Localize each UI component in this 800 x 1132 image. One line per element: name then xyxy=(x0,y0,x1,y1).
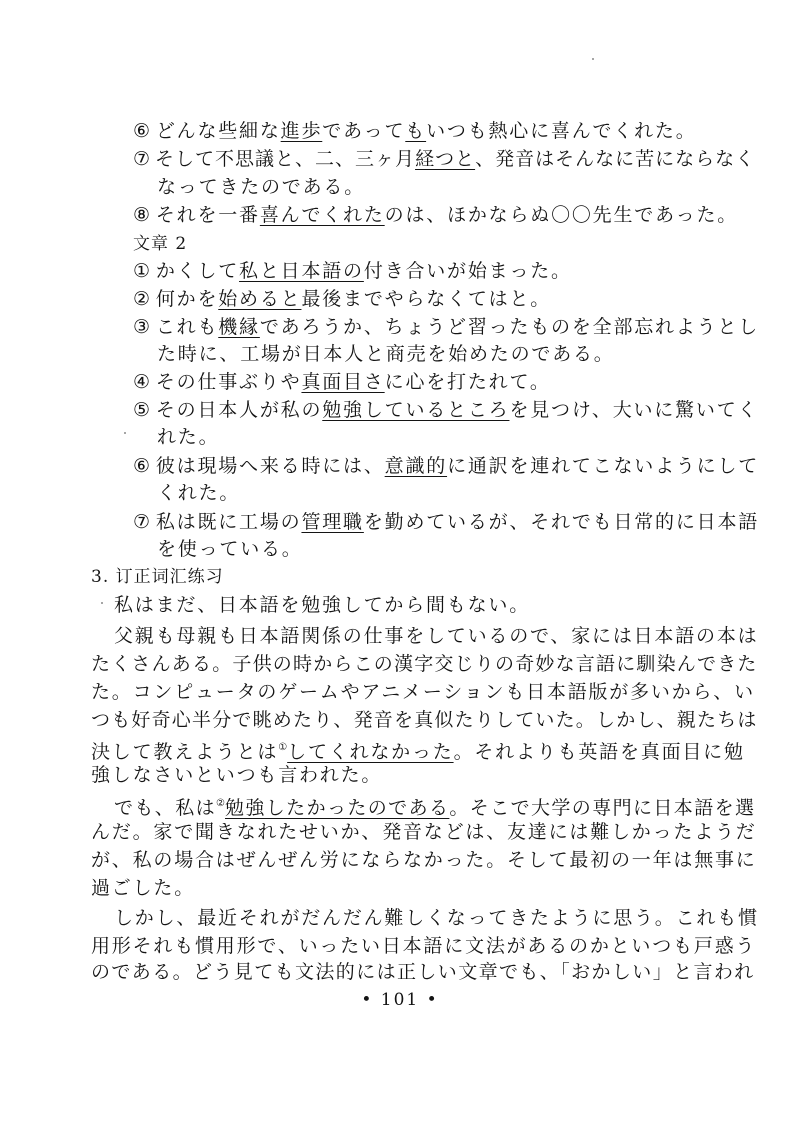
item-line: ⑦ そして不思議と、二、三ヶ月経つと、発音はそんなに苦にならなく xyxy=(133,148,756,170)
paragraph-line: 父親も母親も日本語関係の仕事をしているので、家には日本語の本は xyxy=(114,625,759,647)
paragraph-line: しかし、最近それがだんだん難しくなってきたように思う。これも慣 xyxy=(114,907,759,929)
item-line: なってきたのである。 xyxy=(157,176,366,198)
item-line: ⑥ 彼は現場へ来る時には、意識的に通訳を連れてこないようにして xyxy=(133,455,760,477)
paragraph-line: た。コンピュータのゲームやアニメーションも日本語版が多いから、い xyxy=(91,681,755,703)
item-line: ① かくして私と日本語の付き合いが始まった。 xyxy=(133,260,572,282)
item-number: ⑦ xyxy=(133,511,152,533)
paragraph-line: 決して教えようとは①してくれなかった。それよりも英語を真面目に勉 xyxy=(91,741,745,763)
paragraph-line: 強しなさいといつも言われた。 xyxy=(91,764,383,786)
item-line: ⑤ その日本人が私の勉強しているところを見つけ、大いに驚いてく xyxy=(133,399,759,421)
item-number: ① xyxy=(133,260,152,282)
paragraph-line: んだ。家で聞きなれたせいか、発音などは、友達には難しかったようだ xyxy=(91,821,757,843)
paragraph-line: のである。どう見ても文法的には正しい文章でも、「おかしい」と言われ xyxy=(91,961,755,983)
item-line: た時に、工場が日本人と商売を始めたのである。 xyxy=(157,343,615,365)
footnote-ref-2: ② xyxy=(216,798,225,809)
item-line: ⑦ 私は既に工場の管理職を勤めているが、それでも日常的に日本語 xyxy=(133,511,760,533)
page-number: • 101 • xyxy=(361,990,439,1010)
paragraph-line: 過ごした。 xyxy=(91,877,196,899)
item-number: ④ xyxy=(133,371,152,393)
item-number: ⑦ xyxy=(133,148,152,170)
section2-title: 文章 2 xyxy=(133,234,188,254)
paragraph-line: が、私の場合はぜんぜん労にならなかった。そして最初の一年は無事に xyxy=(91,849,757,871)
footnote-ref-1: ① xyxy=(278,742,288,753)
item-number: ⑤ xyxy=(133,399,152,421)
item-number: ② xyxy=(133,288,152,310)
scan-speck xyxy=(124,432,126,434)
item-line: ② 何かを始めると最後までやらなくてはと。 xyxy=(133,288,552,310)
paragraph-line: でも、私は②勉強したかったのである。そこで大学の専門に日本語を選 xyxy=(114,797,756,819)
scan-speck xyxy=(101,602,103,604)
item-line: れた。 xyxy=(157,426,220,448)
item-line: ④ その仕事ぶりや真面目さに心を打たれて。 xyxy=(133,371,551,393)
item-number: ⑥ xyxy=(133,455,152,477)
scan-speck xyxy=(592,58,594,60)
item-number: ⑧ xyxy=(133,204,152,226)
paragraph-line: つも好奇心半分で眺めたり、発音を真似たりしていた。しかし、親たちは xyxy=(91,709,758,731)
paragraph-line: たくさんある。子供の時からこの漢字交じりの奇妙な言語に馴染んできた xyxy=(91,653,758,675)
section3-heading: 3. 订正词汇练习 xyxy=(91,567,224,587)
item-number: ⑥ xyxy=(133,120,152,142)
item-line: ⑧ それを一番喜んでくれたのは、ほかならぬ〇〇先生であった。 xyxy=(133,204,739,226)
paragraph-line: 私はまだ、日本語を勉強してから間もない。 xyxy=(114,594,531,616)
item-line: くれた。 xyxy=(157,482,241,504)
item-line: ⑥ どんな些細な進歩であってもいつも熱心に喜んでくれた。 xyxy=(133,120,697,142)
item-number: ③ xyxy=(133,316,152,338)
item-line: を使っている。 xyxy=(157,538,303,560)
paragraph-line: 用形それも慣用形で、いったい日本語に文法があるのかといつも戸惑う xyxy=(91,935,757,957)
item-line: ③ これも機縁であろうか、ちょうど習ったものを全部忘れようとし xyxy=(133,316,760,338)
